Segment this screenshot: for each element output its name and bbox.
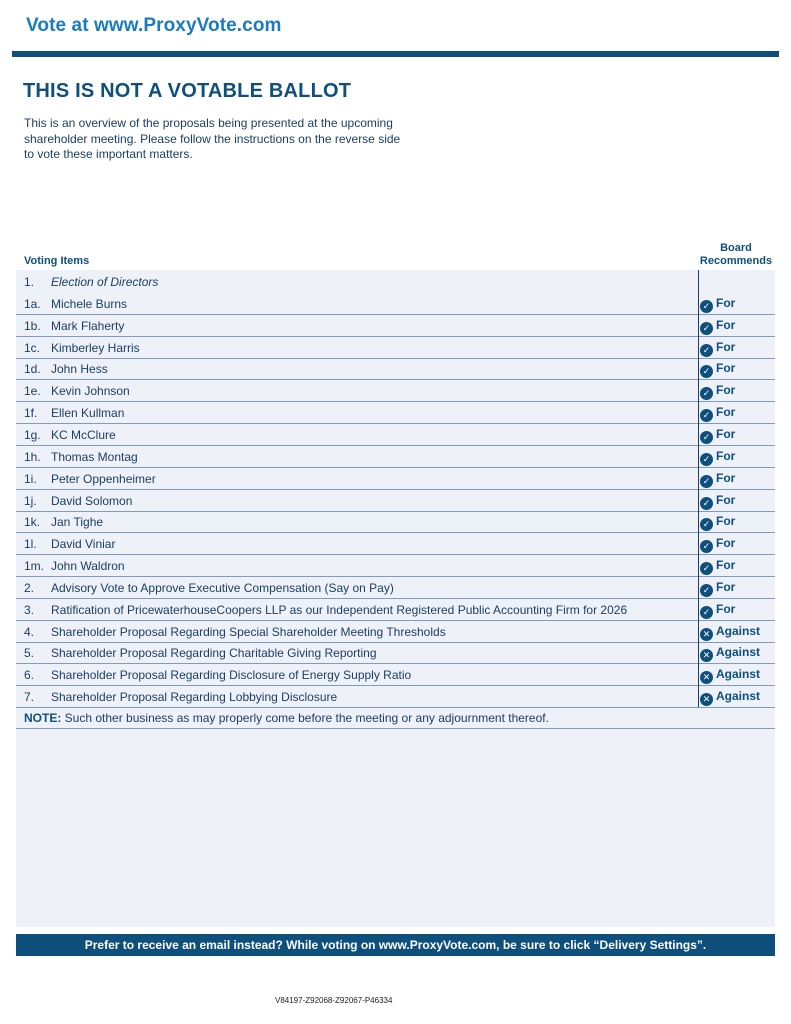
check-circle-icon: ✓ [700,562,713,575]
item-label: Mark Flaherty [51,318,125,333]
board-recommendation [700,340,735,357]
check-circle-icon: ✓ [700,431,713,444]
column-header-voting-items: Voting Items [24,255,90,267]
table-row [16,533,775,555]
item-label: Thomas Montag [51,449,138,464]
board-recommendation [700,514,735,531]
recommendation-text: For [716,317,736,332]
item-number: 6. [24,668,35,683]
table-row [16,511,775,533]
item-number: 3. [24,602,35,617]
recommendation-text: For [716,426,736,441]
board-recommendation [700,558,735,575]
recommendation-text: For [716,579,736,594]
table-row [16,446,775,468]
recommendation-text: For [716,492,736,507]
item-number: 1e. [24,384,41,399]
board-recommendation [700,689,760,706]
board-recommendation [700,471,735,488]
item-number: 1d. [24,362,41,377]
item-number: 2. [24,580,35,595]
recommendation-text: For [716,514,736,529]
board-recommendation [700,361,735,378]
board-recommendation [700,493,735,510]
item-number: 1i. [24,471,37,486]
item-label: Peter Oppenheimer [51,471,156,486]
x-circle-icon: ✕ [700,671,713,684]
x-circle-icon: ✕ [700,649,713,662]
item-number: 1g. [24,427,41,442]
board-recommendation [700,624,760,641]
item-label: John Waldron [51,559,125,574]
item-number: 1c. [24,340,41,355]
page-title: THIS IS NOT A VOTABLE BALLOT [23,80,352,102]
table-row [16,337,775,359]
check-circle-icon: ✓ [700,497,713,510]
table-row [16,271,775,292]
recommendation-text: For [716,448,736,463]
board-recommendation [700,405,735,422]
item-number: 1f. [24,406,38,421]
board-recommendation [700,318,735,335]
board-recommendation [700,667,760,684]
item-label: Shareholder Proposal Regarding Special Shareholder Meeting Thresholds [51,624,446,639]
table-row [16,358,775,380]
item-number: 1m. [24,559,45,574]
recommendation-text: For [716,295,736,310]
check-circle-icon: ✓ [700,365,713,378]
recommendation-text: For [716,405,736,420]
item-number: 1a. [24,296,41,311]
table-row [16,490,775,512]
check-circle-icon: ✓ [700,475,713,488]
document-code: V84197-Z92068-Z92067-P46334 [275,996,393,1005]
check-circle-icon: ✓ [700,300,713,313]
item-label: Kimberley Harris [51,340,140,355]
item-label: Ratification of PricewaterhouseCoopers LLP as our Independent Registered Public Accounting Firm for 2026 [51,602,628,617]
check-circle-icon: ✓ [700,518,713,531]
board-recommendation [700,536,735,553]
recommendation-text: For [716,361,736,376]
recommendation-text: Against [716,623,761,638]
item-label: KC McClure [51,427,116,442]
check-circle-icon: ✓ [700,409,713,422]
column-header-board-line1: Board [720,242,752,254]
brand-link[interactable]: Vote at www.ProxyVote.com [26,15,282,36]
item-number: 1l. [24,537,37,552]
recommendation-text: For [716,339,736,354]
item-number: 1. [24,275,35,289]
table-row [16,402,775,424]
table-row [16,686,775,708]
board-recommendation [700,383,735,400]
recommendation-text: Against [716,645,761,660]
x-circle-icon: ✕ [700,628,713,641]
table-row [16,293,775,315]
item-label: Advisory Vote to Approve Executive Compensation (Say on Pay) [51,580,394,595]
item-label: Election of Directors [51,275,159,289]
item-label: Jan Tighe [51,515,104,530]
note-label: NOTE: [24,711,62,725]
item-label: Shareholder Proposal Regarding Lobbying Disclosure [51,690,338,705]
board-recommendation [700,580,735,597]
check-circle-icon: ✓ [700,540,713,553]
footer-banner: Prefer to receive an email instead? While voting on www.ProxyVote.com, be sure to click “Delivery Settings”. [16,934,775,956]
column-header-board-recommends [697,242,775,268]
item-label: Shareholder Proposal Regarding Charitable Giving Reporting [51,646,377,661]
table-row [16,621,775,643]
column-divider [698,270,699,707]
item-number: 7. [24,690,35,705]
board-recommendation [700,427,735,444]
recommendation-text: Against [716,689,761,704]
board-recommendation [700,602,735,619]
item-label: David Viniar [51,537,116,552]
item-label: Shareholder Proposal Regarding Disclosure of Energy Supply Ratio [51,668,412,683]
recommendation-text: For [716,601,736,616]
table-row [16,642,775,664]
item-number: 4. [24,624,35,639]
item-number: 1k. [24,515,41,530]
item-number: 1b. [24,318,41,333]
table-row [16,664,775,686]
board-recommendation [700,449,735,466]
board-recommendation [700,645,760,662]
item-label: Ellen Kullman [51,406,125,421]
note-row [16,708,775,729]
table-row [16,468,775,490]
table-row [16,599,775,621]
x-circle-icon: ✕ [700,693,713,706]
recommendation-text: For [716,470,736,485]
check-circle-icon: ✓ [700,387,713,400]
item-label: Kevin Johnson [51,384,130,399]
intro-text: This is an overview of the proposals being presented at the upcoming shareholder meeting. Please follow the instructions on the reverse side to vote these important matters. [24,116,401,161]
recommendation-text: For [716,536,736,551]
recommendation-text: For [716,383,736,398]
table-row [16,577,775,599]
column-header-board-line2: Recommends [699,255,773,267]
item-label: Michele Burns [51,296,128,311]
recommendation-text: Against [716,667,761,682]
check-circle-icon: ✓ [700,584,713,597]
check-circle-icon: ✓ [700,322,713,335]
table-row [16,424,775,446]
item-number: 5. [24,646,35,661]
header-divider [12,51,779,57]
item-number: 1h. [24,449,41,464]
note-text: Such other business as may properly come before the meeting or any adjournment thereof. [61,711,549,725]
item-label: John Hess [51,362,108,377]
table-row [16,555,775,577]
table-row [16,315,775,337]
item-number: 1j. [24,493,37,508]
check-circle-icon: ✓ [700,344,713,357]
board-recommendation [700,296,735,313]
recommendation-text: For [716,558,736,573]
table-row [16,380,775,402]
item-label: David Solomon [51,493,133,508]
check-circle-icon: ✓ [700,453,713,466]
check-circle-icon: ✓ [700,606,713,619]
